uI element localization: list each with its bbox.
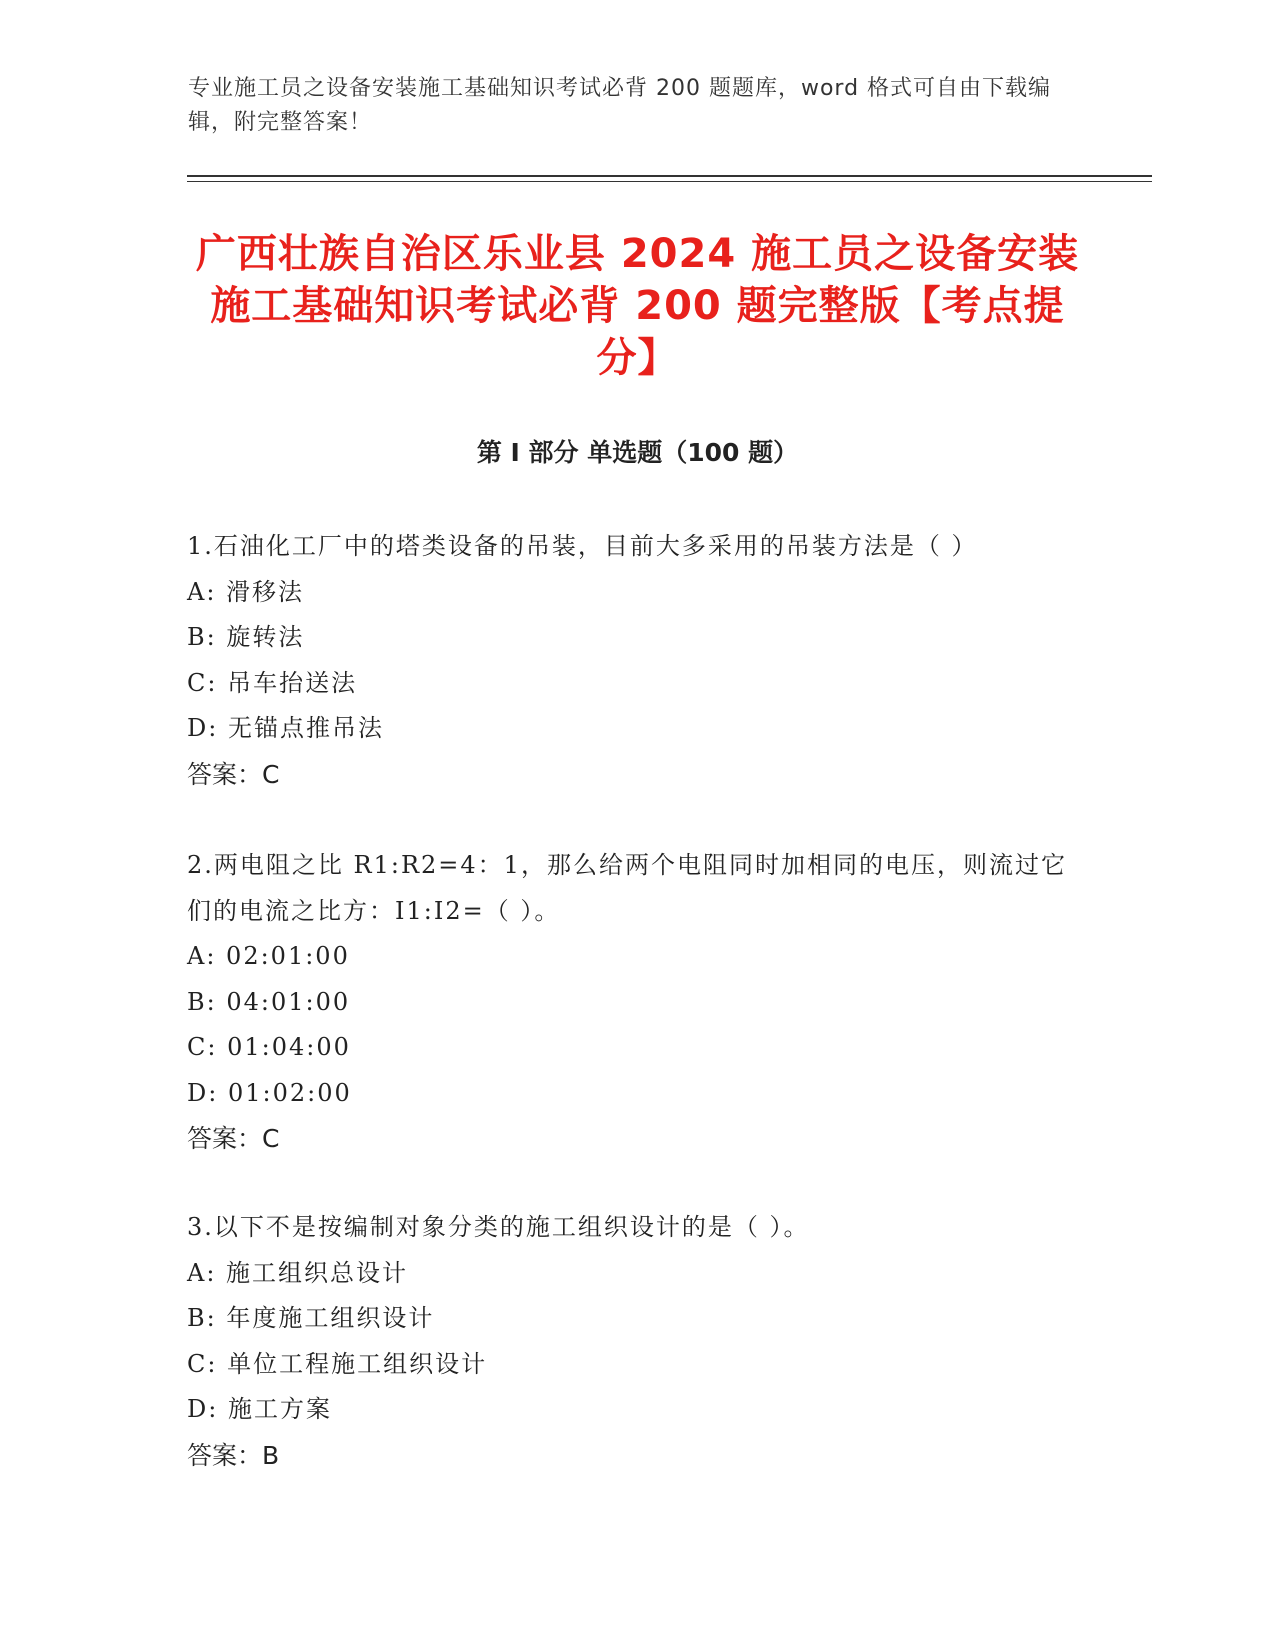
question-2 bbox=[187, 843, 1087, 1162]
option-b: B: 04:01:00 bbox=[187, 987, 351, 1016]
option-c: C: 吊车抬送法 bbox=[187, 668, 358, 697]
option-d: D: 无锚点推吊法 bbox=[187, 714, 384, 742]
header-divider-thick bbox=[187, 175, 1152, 177]
question-stem: 3.以下不是按编制对象分类的施工组织设计的是（ ）。 bbox=[187, 1213, 810, 1241]
option-a: A: 施工组织总设计 bbox=[187, 1258, 409, 1287]
question-1 bbox=[187, 524, 1087, 797]
option-b: B: 年度施工组织设计 bbox=[187, 1304, 435, 1332]
question-3 bbox=[187, 1205, 1087, 1478]
option-c: C: 01:04:00 bbox=[187, 1033, 351, 1061]
answer: 答案：C bbox=[187, 1124, 280, 1153]
option-b: B: 旋转法 bbox=[187, 623, 305, 651]
question-stem: 2.两电阻之比 R1:R2=4：1，那么给两个电阻同时加相同的电压，则流过它们的电流之比方：I1:I2=（ ）。 bbox=[187, 851, 1067, 925]
option-a: A: 02:01:00 bbox=[187, 942, 350, 970]
question-stem: 1.石油化工厂中的塔类设备的吊装，目前大多采用的吊装方法是（ ） bbox=[187, 532, 978, 560]
header-divider-thin bbox=[187, 181, 1152, 182]
section-title: 第 I 部分 单选题（100 题） bbox=[476, 438, 799, 467]
option-a: A: 滑移法 bbox=[187, 577, 305, 606]
answer: 答案：B bbox=[187, 1440, 280, 1470]
answer: 答案：C bbox=[187, 759, 280, 789]
option-d: D: 01:02:00 bbox=[187, 1078, 352, 1107]
document-title: 广西壮族自治区乐业县 2024 施工员之设备安装施工基础知识考试必背 200 题完整版【考点提分】 bbox=[195, 231, 1080, 381]
option-d: D: 施工方案 bbox=[187, 1395, 332, 1423]
option-c: C: 单位工程施工组织设计 bbox=[187, 1349, 488, 1378]
header-note: 专业施工员之设备安装施工基础知识考试必背 200 题题库，word 格式可自由下载编辑，附完整答案！ bbox=[188, 76, 1052, 135]
